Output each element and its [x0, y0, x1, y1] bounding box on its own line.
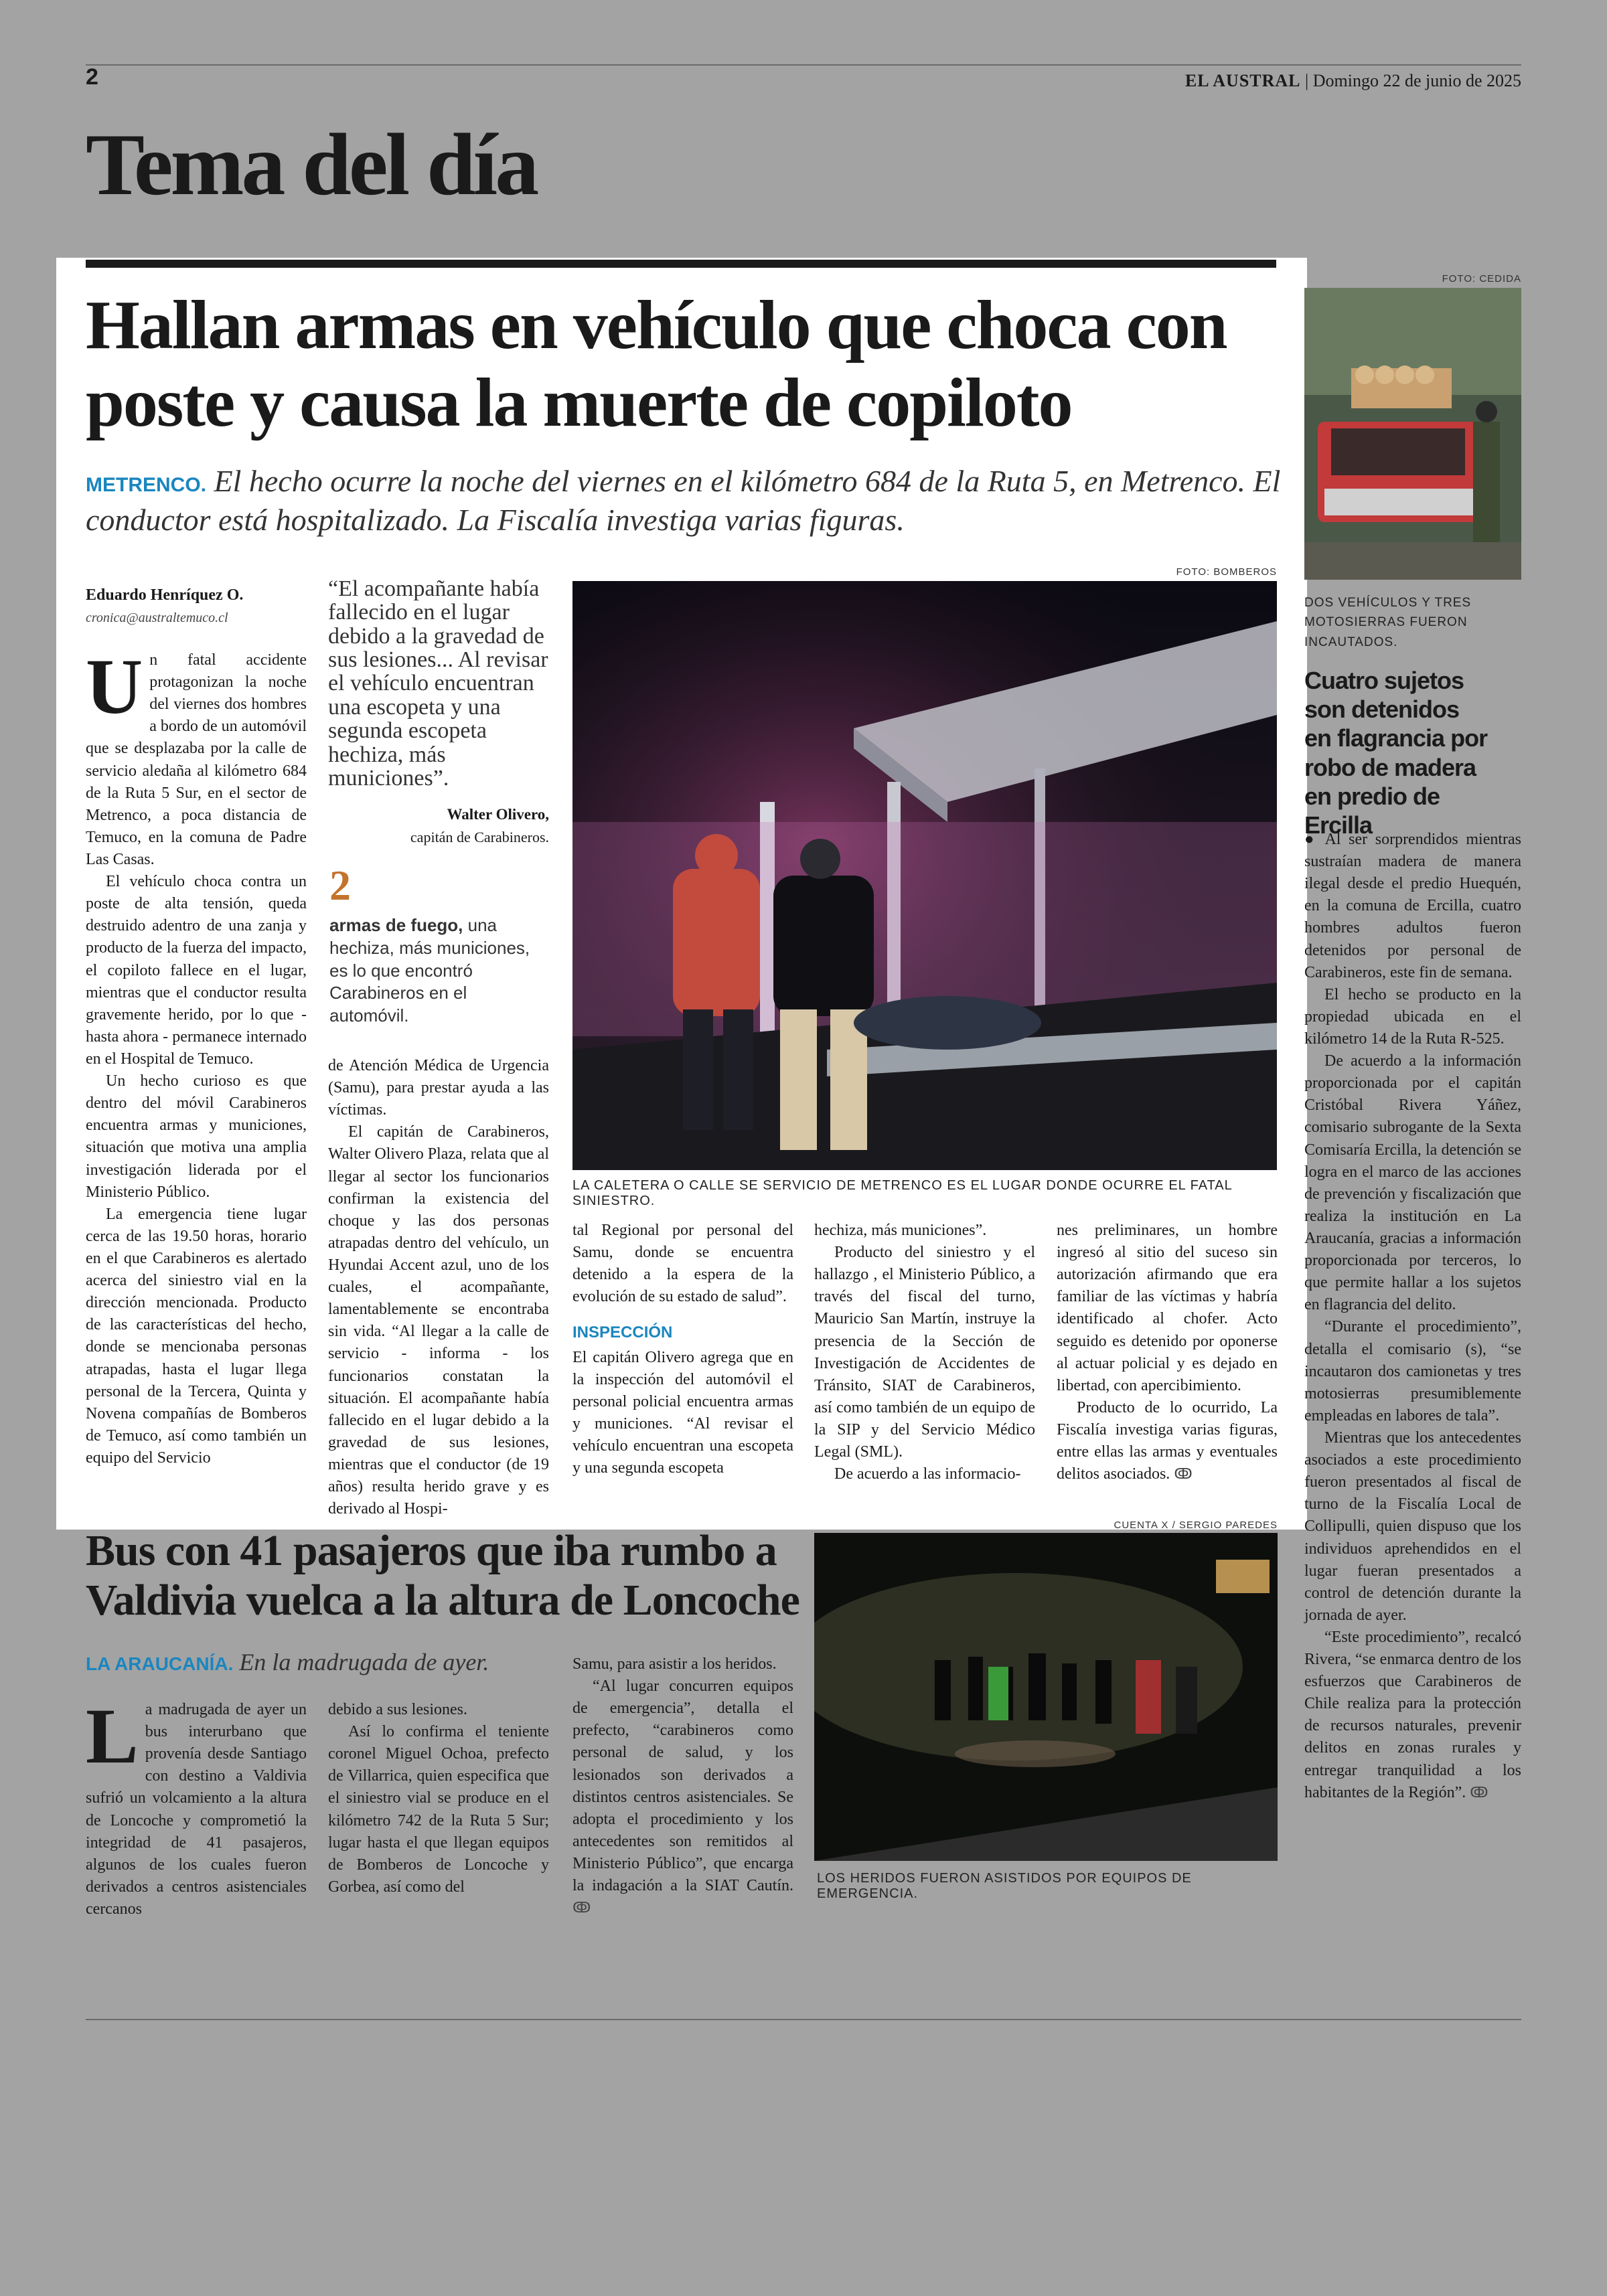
second-photo-caption: LOS HERIDOS FUERON ASISTIDOS POR EQUIPOS DE EMERGENCIA. — [817, 1871, 1192, 1901]
seized-truck-image — [1304, 288, 1521, 580]
main-photo-caption: LA CALETERA O CALLE SE SERVICIO DE METRENCO ES EL LUGAR DONDE OCURRE EL FATAL SINIESTRO. — [572, 1178, 1233, 1208]
paragraph: debido a sus lesiones. — [328, 1701, 467, 1718]
quote-author: Walter Olivero, — [447, 806, 549, 823]
main-headline: Hallan armas en vehículo que choca con poste y causa la muerte de copiloto — [86, 286, 1227, 442]
sidebar-photo-credit: FOTO: CEDIDA — [1442, 273, 1521, 284]
masthead-paper: EL AUSTRAL — [1184, 71, 1301, 90]
paragraph-text: “Al lugar concurren equipos de emergencia”, detalla el prefecto, “carabineros como personal de salud, y los lesionados son derivados a distintos centros asistenciales. Se adopta el procedimiento y los antecedentes son remitidos al Ministerio Público”, que encarga la indagación a la SIAT Cautín. — [572, 1677, 793, 1895]
paragraph: de Atención Médica de Urgencia (Samu), para prestar ayuda a las víctimas. — [328, 1057, 549, 1119]
end-mark-icon: ↂ — [1174, 1465, 1193, 1483]
main-photo — [572, 581, 1277, 1170]
sidebar-body — [1304, 829, 1521, 1804]
main-column-5 — [1057, 1220, 1278, 1485]
second-subhead — [86, 1648, 489, 1676]
bus-crash-image — [814, 1533, 1278, 1861]
top-rule — [86, 64, 1521, 66]
quote-role: capitán de Carabineros. — [410, 829, 549, 845]
sidebar-headline: Cuatro sujetos son detenidos en flagrancia por robo de madera en predio de Ercilla — [1304, 667, 1488, 839]
second-column-1 — [86, 1692, 307, 1920]
paragraph: Mientras que los antecedentes asociados a este procedimiento fueron presentados al fiscal de turno de la Fiscalía Local de Collipulli, quien dispuso que los individuos aprehendidos en el lugar fueran presentados a control de detención durante la jornada de ayer. — [1304, 1428, 1521, 1624]
drop-cap: L — [86, 1692, 139, 1780]
paragraph: tal Regional por personal del Samu, donde se encuentra detenido a la espera de la evolución de su estado de salud”. — [572, 1222, 793, 1306]
paragraph: Así lo confirma el teniente coronel Miguel Ochoa, prefecto de Villarrica, quien especifica que el siniestro vial se produce en el kilómetro 742 de la Ruta 5 Sur; lugar hasta el que llegan equipos de Bomberos de Loncoche y Gorbea, así como del — [328, 1723, 549, 1896]
pull-quote: “El acompañante había fallecido en el lugar debido a la gravedad de sus lesiones... Al revisar el vehículo encuentran una escopeta y una segunda escopeta hechiza, más municiones”. — [328, 576, 548, 791]
paragraph: hechiza, más municiones”. — [814, 1222, 987, 1239]
second-column-3 — [572, 1653, 793, 1919]
end-mark-icon: ↂ — [1470, 1783, 1488, 1801]
second-subhead-text: En la madrugada de ayer. — [239, 1649, 489, 1675]
masthead — [1185, 71, 1521, 91]
paragraph: De acuerdo a las informacio- — [834, 1465, 1021, 1483]
paragraph-text: “Este procedimiento”, recalcó Rivera, “se enmarca dentro de los esfuerzos que Carabineros de Chile realiza para la protección de recursos naturales, prevenir delitos en zonas rurales y entregar tranquilidad a los habitantes de la Región”. — [1304, 1628, 1521, 1801]
main-column-1 — [86, 643, 307, 1469]
bottom-rule — [86, 2019, 1521, 2020]
paragraph: “Durante el procedimiento”, detalla el comisario (s), “se incautaron dos camionetas y tres motosierras presumiblemente empleadas en labores de tala”. — [1304, 1318, 1521, 1424]
paragraph: El capitán de Carabineros, Walter Olivero Plaza, relata que al llegar al sector los funcionarios confirman la existencia del choque y las dos personas atrapadas dentro del vehículo, un Hyundai Accent azul, uno de los cuales, el acompañante, lamentablemente se encontraba sin vida. “Al llegar a la calle de servicio - informa - los funcionarios constatan la situación. El acompañante había fallecido en el lugar debido a la gravedad de sus lesiones, mientras que el conductor (de 19 años) resulta herido grave y es derivado al Hospi- — [328, 1123, 549, 1518]
paragraph: La emergencia tiene lugar cerca de las 19.50 horas, horario en el que Carabineros es alertado acerca del siniestro vial en la dirección mencionada. Producto de las características del hecho, donde se mencionaba personas atrapadas, hasta el lugar llega personal de la Tercera, Quinta y Novena compañías de Bomberos de Temuco, así como también un equipo del Servicio — [86, 1205, 307, 1467]
main-kicker: METRENCO. — [86, 474, 206, 496]
paragraph-text: Producto de lo ocurrido, La Fiscalía investiga varias figuras, entre ellas las armas y eventuales delitos asociados. — [1057, 1398, 1278, 1483]
sidebar-photo-caption: DOS VEHÍCULOS Y TRES MOTOSIERRAS FUERON INCAUTADOS. — [1304, 596, 1472, 649]
main-column-4 — [814, 1220, 1035, 1485]
drop-cap: U — [86, 643, 143, 730]
second-headline: Bus con 41 pasajeros que iba rumbo a Valdivia vuelca a la altura de Loncoche — [86, 1526, 799, 1625]
paragraph: ● Al ser sorprendidos mientras sustraían madera de manera ilegal desde el predio Huequén, en la comuna de Ercilla, cuatro hombres adultos fueron detenidos por personal de Carabineros, este fin de semana. — [1304, 831, 1521, 981]
paragraph: nes preliminares, un hombre ingresó al sitio del suceso sin autorización afirmando que era familiar de las víctimas y habría identificado al chofer. Acto seguido es detenido por oponerse al actuar policial y es dejado en libertad, con apercibimiento. — [1057, 1222, 1278, 1394]
paragraph: Un hecho curioso es que dentro del móvil Carabineros encuentra armas y municiones, situación que motiva una amplia investigación liderada por el Ministerio Público. — [86, 1072, 307, 1201]
paragraph: El capitán Olivero agrega que en la inspección del automóvil el personal policial encuentra armas y municiones. “Al revisar el vehículo encuentran una escopeta y una segunda escopeta — [572, 1348, 793, 1477]
byline: Eduardo Henríquez O. — [86, 586, 244, 604]
paragraph: De acuerdo a la información proporcionada por el capitán Cristóbal Rivera Yáñez, comisario subrogante de la Sexta Comisaría Ercilla, la detención se logra en el marco de las acciones de prevención y fiscalización que realiza la institución en La Araucanía, gracias a información proporcionada por terceros, lo que permite hallar a los sujetos en flagrancia del delito. — [1304, 1052, 1521, 1314]
second-column-2 — [328, 1699, 549, 1898]
section-title: Tema del día — [86, 115, 537, 214]
sidebar-photo — [1304, 288, 1521, 580]
accident-scene-image — [572, 581, 1277, 1170]
highlight-text — [329, 914, 550, 1028]
author-email[interactable]: cronica@australtemuco.cl — [86, 610, 228, 625]
main-article-rule — [86, 260, 1276, 268]
main-column-2 — [328, 1055, 549, 1520]
section-subtitle: INSPECCIÓN — [572, 1323, 673, 1342]
paragraph: n fatal accidente protagonizan la noche del viernes dos hombres a bordo de un automóvil que se desplazaba por la calle de servicio aledaña al kilómetro 684 de la Ruta 5 Sur, en el sector de Metrenco, a poca distancia de Temuco, en la comuna de Padre Las Casas. — [86, 651, 307, 868]
second-photo — [814, 1533, 1278, 1861]
highlight-body: una hechiza, más municiones, es lo que encontró Carabineros en el automóvil. — [329, 915, 530, 1026]
end-mark-icon: ↂ — [572, 1899, 591, 1916]
second-photo-credit: CUENTA X / SERGIO PAREDES — [1114, 1520, 1278, 1531]
paragraph — [572, 1675, 793, 1919]
page-number: 2 — [86, 64, 98, 90]
paragraph: Samu, para asistir a los heridos. — [572, 1655, 777, 1673]
main-column-3 — [572, 1220, 793, 1479]
highlight-lead: armas de fuego, — [329, 915, 463, 935]
second-kicker: LA ARAUCANÍA. — [86, 1653, 234, 1674]
paragraph — [1304, 1627, 1521, 1804]
paragraph: El hecho se producto en la propiedad ubicada en el kilómetro 14 de la Ruta R-525. — [1304, 985, 1521, 1048]
paragraph: El vehículo choca contra un poste de alta tensión, queda destruido adentro de una zanja y producto de la fuerza del impacto, el copiloto fallece en el lugar, mientras que el conductor resulta gravemente herido, por lo que - hasta ahora - permanece internado en el Hospital de Temuco. — [86, 873, 307, 1068]
paragraph: a madrugada de ayer un bus interurbano que provenía desde Santiago con destino a Valdivia sufrió un volcamiento a la altura de Loncoche y comprometió la integridad de 41 pasajeros, algunos de los cuales fueron derivados a centros asistenciales cercanos — [86, 1701, 307, 1918]
main-subhead-text: El hecho ocurre la noche del viernes en el kilómetro 684 de la Ruta 5, en Metrenco. El conductor está hospitalizado. La Fiscalía investiga varias figuras. — [86, 464, 1281, 537]
masthead-date: | Domingo 22 de junio de 2025 — [1305, 71, 1521, 90]
highlight-number: 2 — [329, 862, 351, 909]
paragraph: Producto del siniestro y el hallazgo , el Ministerio Público, a través del fiscal del turno, Mauricio San Martín, instruye la presencia de la Sección de Investigación de Accidentes de Tránsito, SIAT de Carabineros, así como también de un equipo de la SIP y del Servicio Médico Legal (SML). — [814, 1244, 1035, 1461]
paragraph — [1057, 1397, 1278, 1485]
main-photo-credit: FOTO: BOMBEROS — [1176, 566, 1277, 578]
main-subhead — [86, 462, 1284, 539]
